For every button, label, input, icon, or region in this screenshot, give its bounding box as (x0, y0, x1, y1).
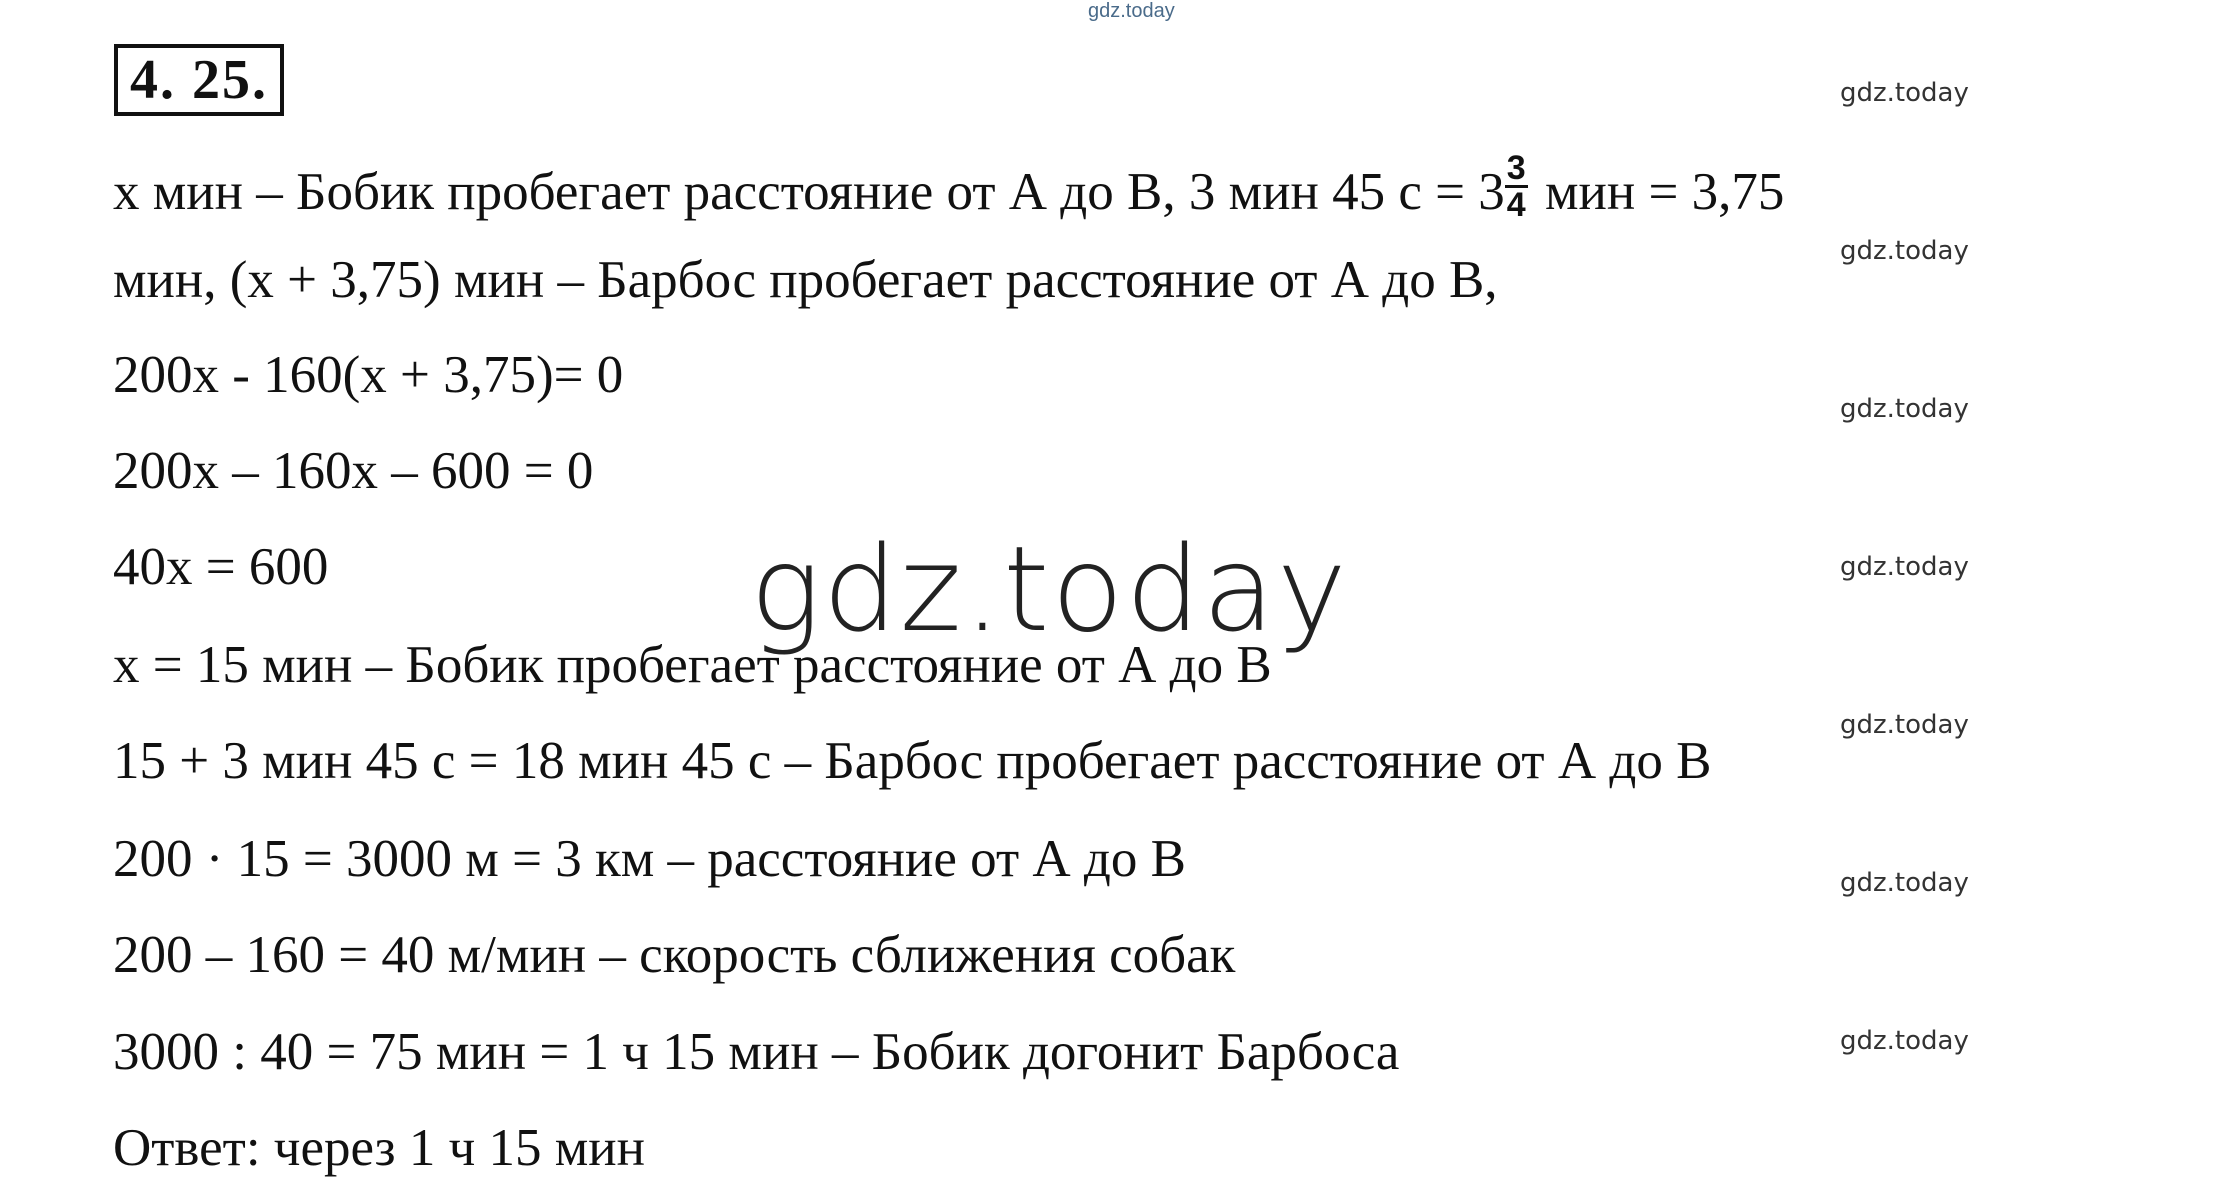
solution-line-5: 40x = 600 (113, 538, 329, 596)
watermark-side: gdz.today (1840, 1026, 1969, 1056)
solution-line-8: 200 · 15 = 3000 м = 3 км – расстояние от А до В (113, 830, 1186, 888)
watermark-side: gdz.today (1840, 394, 1969, 424)
solution-line-2: мин, (x + 3,75) мин – Барбос пробегает расстояние от А до В, (113, 251, 1498, 309)
fraction-denominator: 4 (1506, 186, 1526, 225)
watermark-big: gdz.today (750, 520, 1349, 658)
solution-line-1 (113, 149, 1785, 225)
watermark-side: gdz.today (1840, 710, 1969, 740)
problem-number: 4. 25. (114, 44, 284, 116)
solution-line-1-suffix: мин = 3,75 (1531, 163, 1785, 221)
watermark-side: gdz.today (1840, 552, 1969, 582)
fraction-three-quarters (1505, 149, 1528, 225)
solution-line-4: 200x – 160x – 600 = 0 (113, 442, 594, 500)
watermark-side: gdz.today (1840, 868, 1969, 898)
solution-line-6: x = 15 мин – Бобик пробегает расстояние от А до В (113, 636, 1272, 694)
watermark-top: gdz.today (1088, 0, 1175, 22)
answer-line: Ответ: через 1 ч 15 мин (113, 1119, 646, 1177)
fraction-numerator: 3 (1506, 149, 1526, 188)
solution-line-1-prefix: x мин – Бобик пробегает расстояние от А до В, 3 мин 45 с = 3 (113, 163, 1505, 221)
watermark-side: gdz.today (1840, 236, 1969, 266)
solution-line-7: 15 + 3 мин 45 с = 18 мин 45 с – Барбос пробегает расстояние от А до В (113, 732, 1712, 790)
watermark-side: gdz.today (1840, 78, 1969, 108)
solution-line-9: 200 – 160 = 40 м/мин – скорость сближения собак (113, 926, 1236, 984)
solution-line-3: 200x - 160(x + 3,75)= 0 (113, 346, 624, 404)
solution-line-10: 3000 : 40 = 75 мин = 1 ч 15 мин – Бобик догонит Барбоса (113, 1023, 1400, 1081)
